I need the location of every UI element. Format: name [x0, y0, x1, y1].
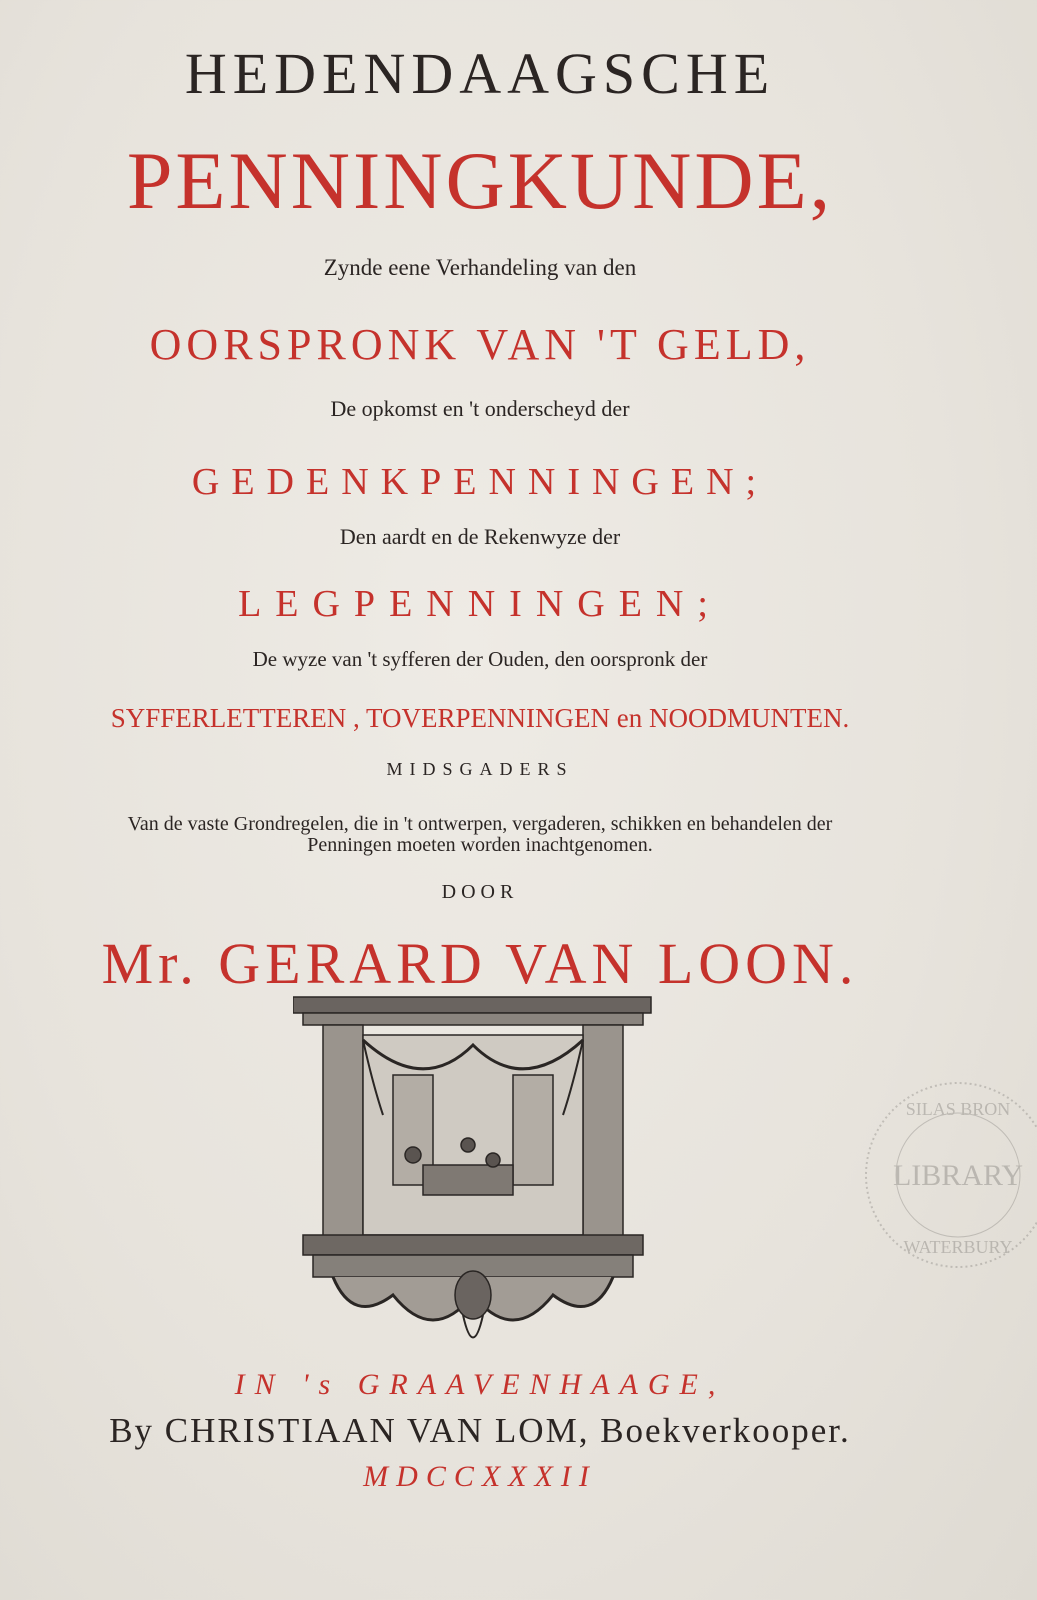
by-label: DOOR	[441, 881, 519, 903]
subtitle-line: De opkomst en 't onderscheyd der	[330, 396, 630, 421]
subtitle-line: Penningen moeten worden inachtgenomen.	[307, 834, 653, 856]
library-stamp	[848, 1075, 1037, 1275]
subtitle-line: Zynde eene Verhandeling van den	[323, 255, 637, 280]
stamp-ring-top: SILAS BRON	[905, 1099, 1011, 1119]
imprint-year: MDCCXXXII	[363, 1460, 597, 1493]
stamp-text: LIBRARY	[892, 1159, 1024, 1192]
subtitle-heading: GEDENKPENNINGEN;	[191, 461, 769, 503]
subtitle-heading: OORSPRONK VAN 'T GELD,	[149, 320, 811, 369]
subtitle-heading: LEGPENNINGEN;	[238, 583, 722, 625]
stamp-ring-bottom: WATERBURY	[903, 1237, 1013, 1257]
midsgaders: MIDSGADERS	[386, 759, 574, 779]
imprint-place: IN 's GRAAVENHAAGE,	[234, 1368, 726, 1401]
subtitle-line: Den aardt en de Rekenwyze der	[339, 524, 621, 549]
subtitle-paragraph	[30, 814, 930, 856]
subtitle-heading: SYFFERLETTEREN , TOVERPENNINGEN en NOODMUNTEN.	[110, 703, 850, 733]
title-line-1: HEDENDAAGSCHE	[184, 41, 776, 106]
subtitle-line: De wyze van 't syfferen der Ouden, den oorspronk der	[252, 647, 708, 671]
author: Mr. GERARD VAN LOON.	[101, 931, 859, 996]
imprint-publisher: By CHRISTIAAN VAN LOM, Boekverkooper.	[109, 1411, 851, 1450]
subtitle-line: Van de vaste Grondregelen, die in 't ontwerpen, vergaderen, schikken en behandelen der	[127, 813, 833, 835]
engraving-illustration	[293, 995, 653, 1360]
main-title: PENNINGKUNDE,	[126, 135, 834, 226]
